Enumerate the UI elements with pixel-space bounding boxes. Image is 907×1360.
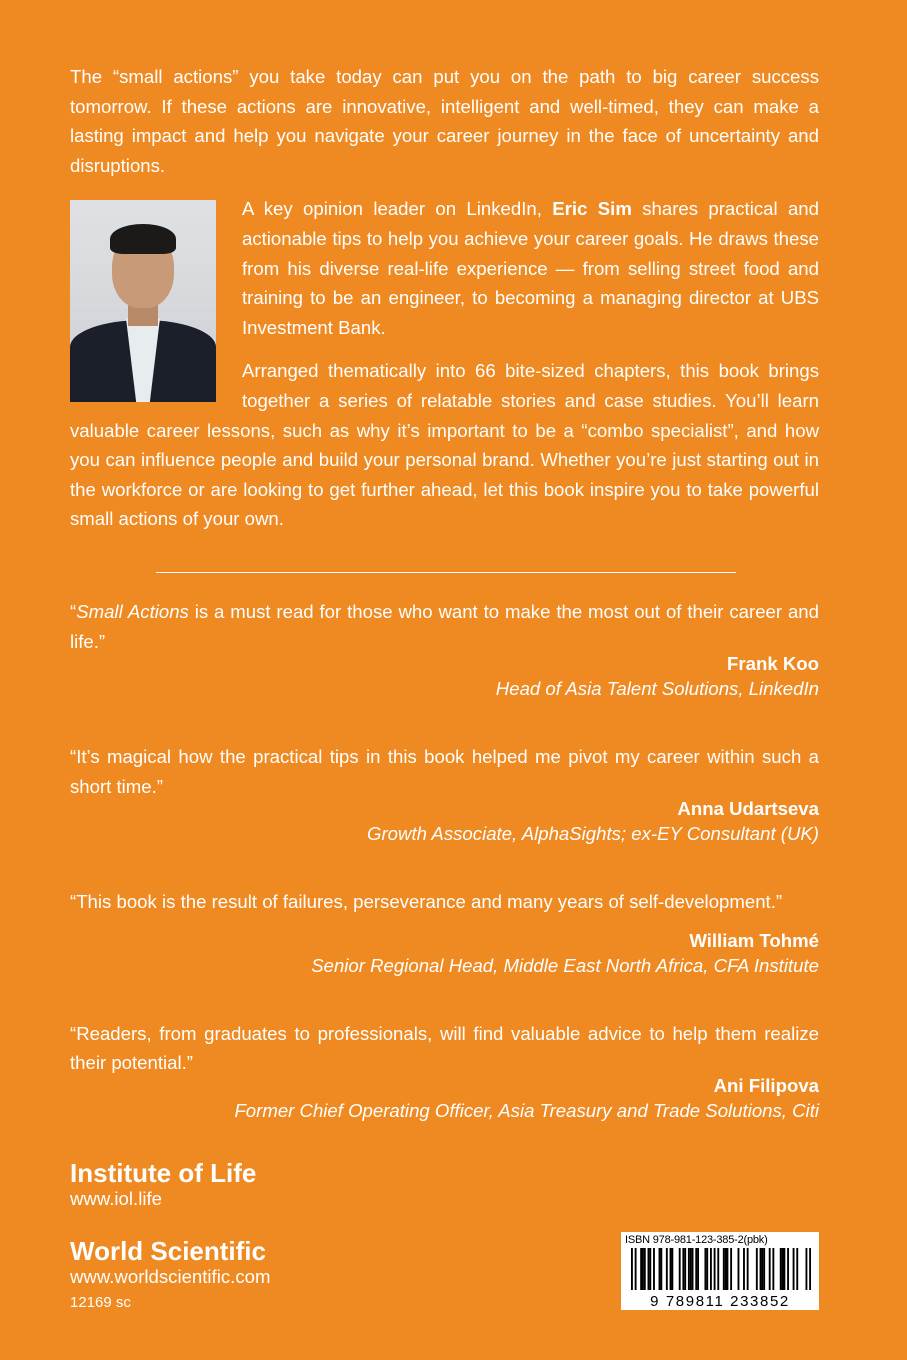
bio-text-pre: A key opinion leader on LinkedIn,	[242, 198, 553, 220]
author-photo	[70, 200, 216, 402]
publisher-institute-of-life	[70, 1158, 256, 1210]
summary-paragraph: Arranged thematically into 66 bite-sized chapters, this book brings together a series of relatable stories and case studies. You’ll learn valuable career lessons, such as why it’s important to be a “combo specialist”, and how you can influence people and build your personal brand. Whether you’re just starting out in the workforce or are looking to get further ahead, let this book inspire you to take powerful small actions of your own.	[70, 360, 819, 530]
testimonial-3	[70, 887, 819, 979]
isbn-label: ISBN 978-981-123-385-2(pbk)	[625, 1234, 768, 1246]
barcode-bar	[769, 1248, 771, 1290]
barcode-bar	[747, 1248, 749, 1290]
publisher-name: World Scientific	[70, 1236, 266, 1266]
barcode-bar	[710, 1248, 712, 1290]
testimonial-4	[70, 1019, 819, 1124]
testimonial-author-title: Senior Regional Head, Middle East North Africa, CFA Institute	[311, 954, 819, 976]
intro-paragraph: The “small actions” you take today can put you on the path to big career success tomorrow. If these actions are innovative, intelligent and well-timed, they can make a lasting impact and help you navigate your career journey in the face of uncertainty and disruptions.	[70, 66, 819, 176]
barcode-bar	[706, 1248, 708, 1290]
testimonial-author-title: Head of Asia Talent Solutions, LinkedIn	[495, 678, 819, 700]
barcode-bar	[787, 1248, 789, 1290]
testimonial-author: Frank Koo	[727, 653, 819, 675]
barcode-bar	[684, 1248, 686, 1290]
barcode-bar	[805, 1248, 807, 1290]
barcode-digits: 9 789811 233852	[650, 1293, 790, 1310]
catalog-code: 12169 sc	[70, 1294, 131, 1311]
barcode-bar	[642, 1248, 644, 1290]
testimonial-author: William Tohmé	[689, 929, 819, 951]
barcode-bar	[679, 1248, 681, 1290]
barcode-bar	[730, 1248, 732, 1290]
barcode-bar	[695, 1248, 697, 1290]
barcode-bar	[727, 1248, 729, 1290]
testimonial-author: Ani Filipova	[713, 1075, 819, 1097]
barcode-bar	[704, 1248, 706, 1290]
bio-block	[70, 194, 819, 534]
barcode-bar	[635, 1248, 637, 1290]
publisher-name: Institute of Life	[70, 1158, 257, 1188]
barcode-bar	[783, 1248, 785, 1290]
barcode-bar	[738, 1248, 740, 1290]
barcode-bar	[717, 1248, 719, 1290]
barcode-bar	[631, 1248, 633, 1290]
isbn-barcode	[621, 1232, 819, 1310]
barcode-bar	[659, 1248, 661, 1290]
barcode-bar	[760, 1248, 762, 1290]
barcode-bar	[796, 1248, 798, 1290]
barcode-bar	[671, 1248, 673, 1290]
section-divider	[156, 572, 736, 573]
barcode-bar	[688, 1248, 690, 1290]
barcode-bar	[714, 1248, 716, 1290]
barcode-bar	[743, 1248, 745, 1290]
barcode-bar	[692, 1248, 694, 1290]
barcode-bar	[666, 1248, 668, 1290]
barcode-bar	[648, 1248, 650, 1290]
testimonial-author: Anna Udartseva	[677, 798, 819, 820]
barcode-bar	[772, 1248, 774, 1290]
book-title-italic: Small Actions	[76, 600, 189, 622]
testimonial-1	[70, 597, 819, 702]
testimonial-text: “Readers, from graduates to professionals, will find valuable advice to help them realize their potential.”	[70, 1022, 819, 1074]
barcode-bar	[782, 1248, 784, 1290]
bio-text-post: shares practical and actionable tips to help you achieve your career goals. He draws these from his diverse real-life experience — from selling street food and training to be an engineer, to becoming a managing director at UBS Investment Bank.	[242, 198, 819, 338]
barcode-bar	[644, 1248, 646, 1290]
testimonial-text: “It’s magical how the practical tips in this book helped me pivot my career within such a short time.”	[70, 746, 819, 797]
barcode-bar	[780, 1248, 782, 1290]
barcode-bar	[723, 1248, 725, 1290]
barcode-bar	[660, 1248, 662, 1290]
barcode-bar	[756, 1248, 758, 1290]
barcode-bar	[761, 1248, 763, 1290]
testimonial-text: “This book is the result of failures, perseverance and many years of self-development.”	[70, 891, 783, 913]
back-cover-content	[70, 62, 819, 1124]
barcode-bar	[640, 1248, 642, 1290]
barcode-bar	[725, 1248, 727, 1290]
testimonial-author-title: Growth Associate, AlphaSights; ex-EY Consultant (UK)	[367, 823, 819, 845]
publisher-url: www.worldscientific.com	[70, 1266, 271, 1287]
testimonial-author-title: Former Chief Operating Officer, Asia Treasury and Trade Solutions, Citi	[234, 1100, 819, 1122]
barcode-bar	[682, 1248, 684, 1290]
barcode-bar	[763, 1248, 765, 1290]
testimonial-2	[70, 742, 819, 847]
barcode-bar	[793, 1248, 795, 1290]
publisher-world-scientific	[70, 1236, 270, 1288]
barcode-bar	[697, 1248, 699, 1290]
barcode-bar	[670, 1248, 672, 1290]
barcode-bar	[649, 1248, 651, 1290]
testimonial-text: “Small Actions is a must read for those who want to make the most out of their career and life.”	[70, 600, 819, 652]
barcode-bar	[653, 1248, 655, 1290]
barcode-bar	[690, 1248, 692, 1290]
author-name: Eric Sim	[552, 198, 632, 220]
barcode-bar	[809, 1248, 811, 1290]
barcode-bars-icon	[631, 1248, 811, 1290]
publisher-url: www.iol.life	[70, 1188, 162, 1209]
